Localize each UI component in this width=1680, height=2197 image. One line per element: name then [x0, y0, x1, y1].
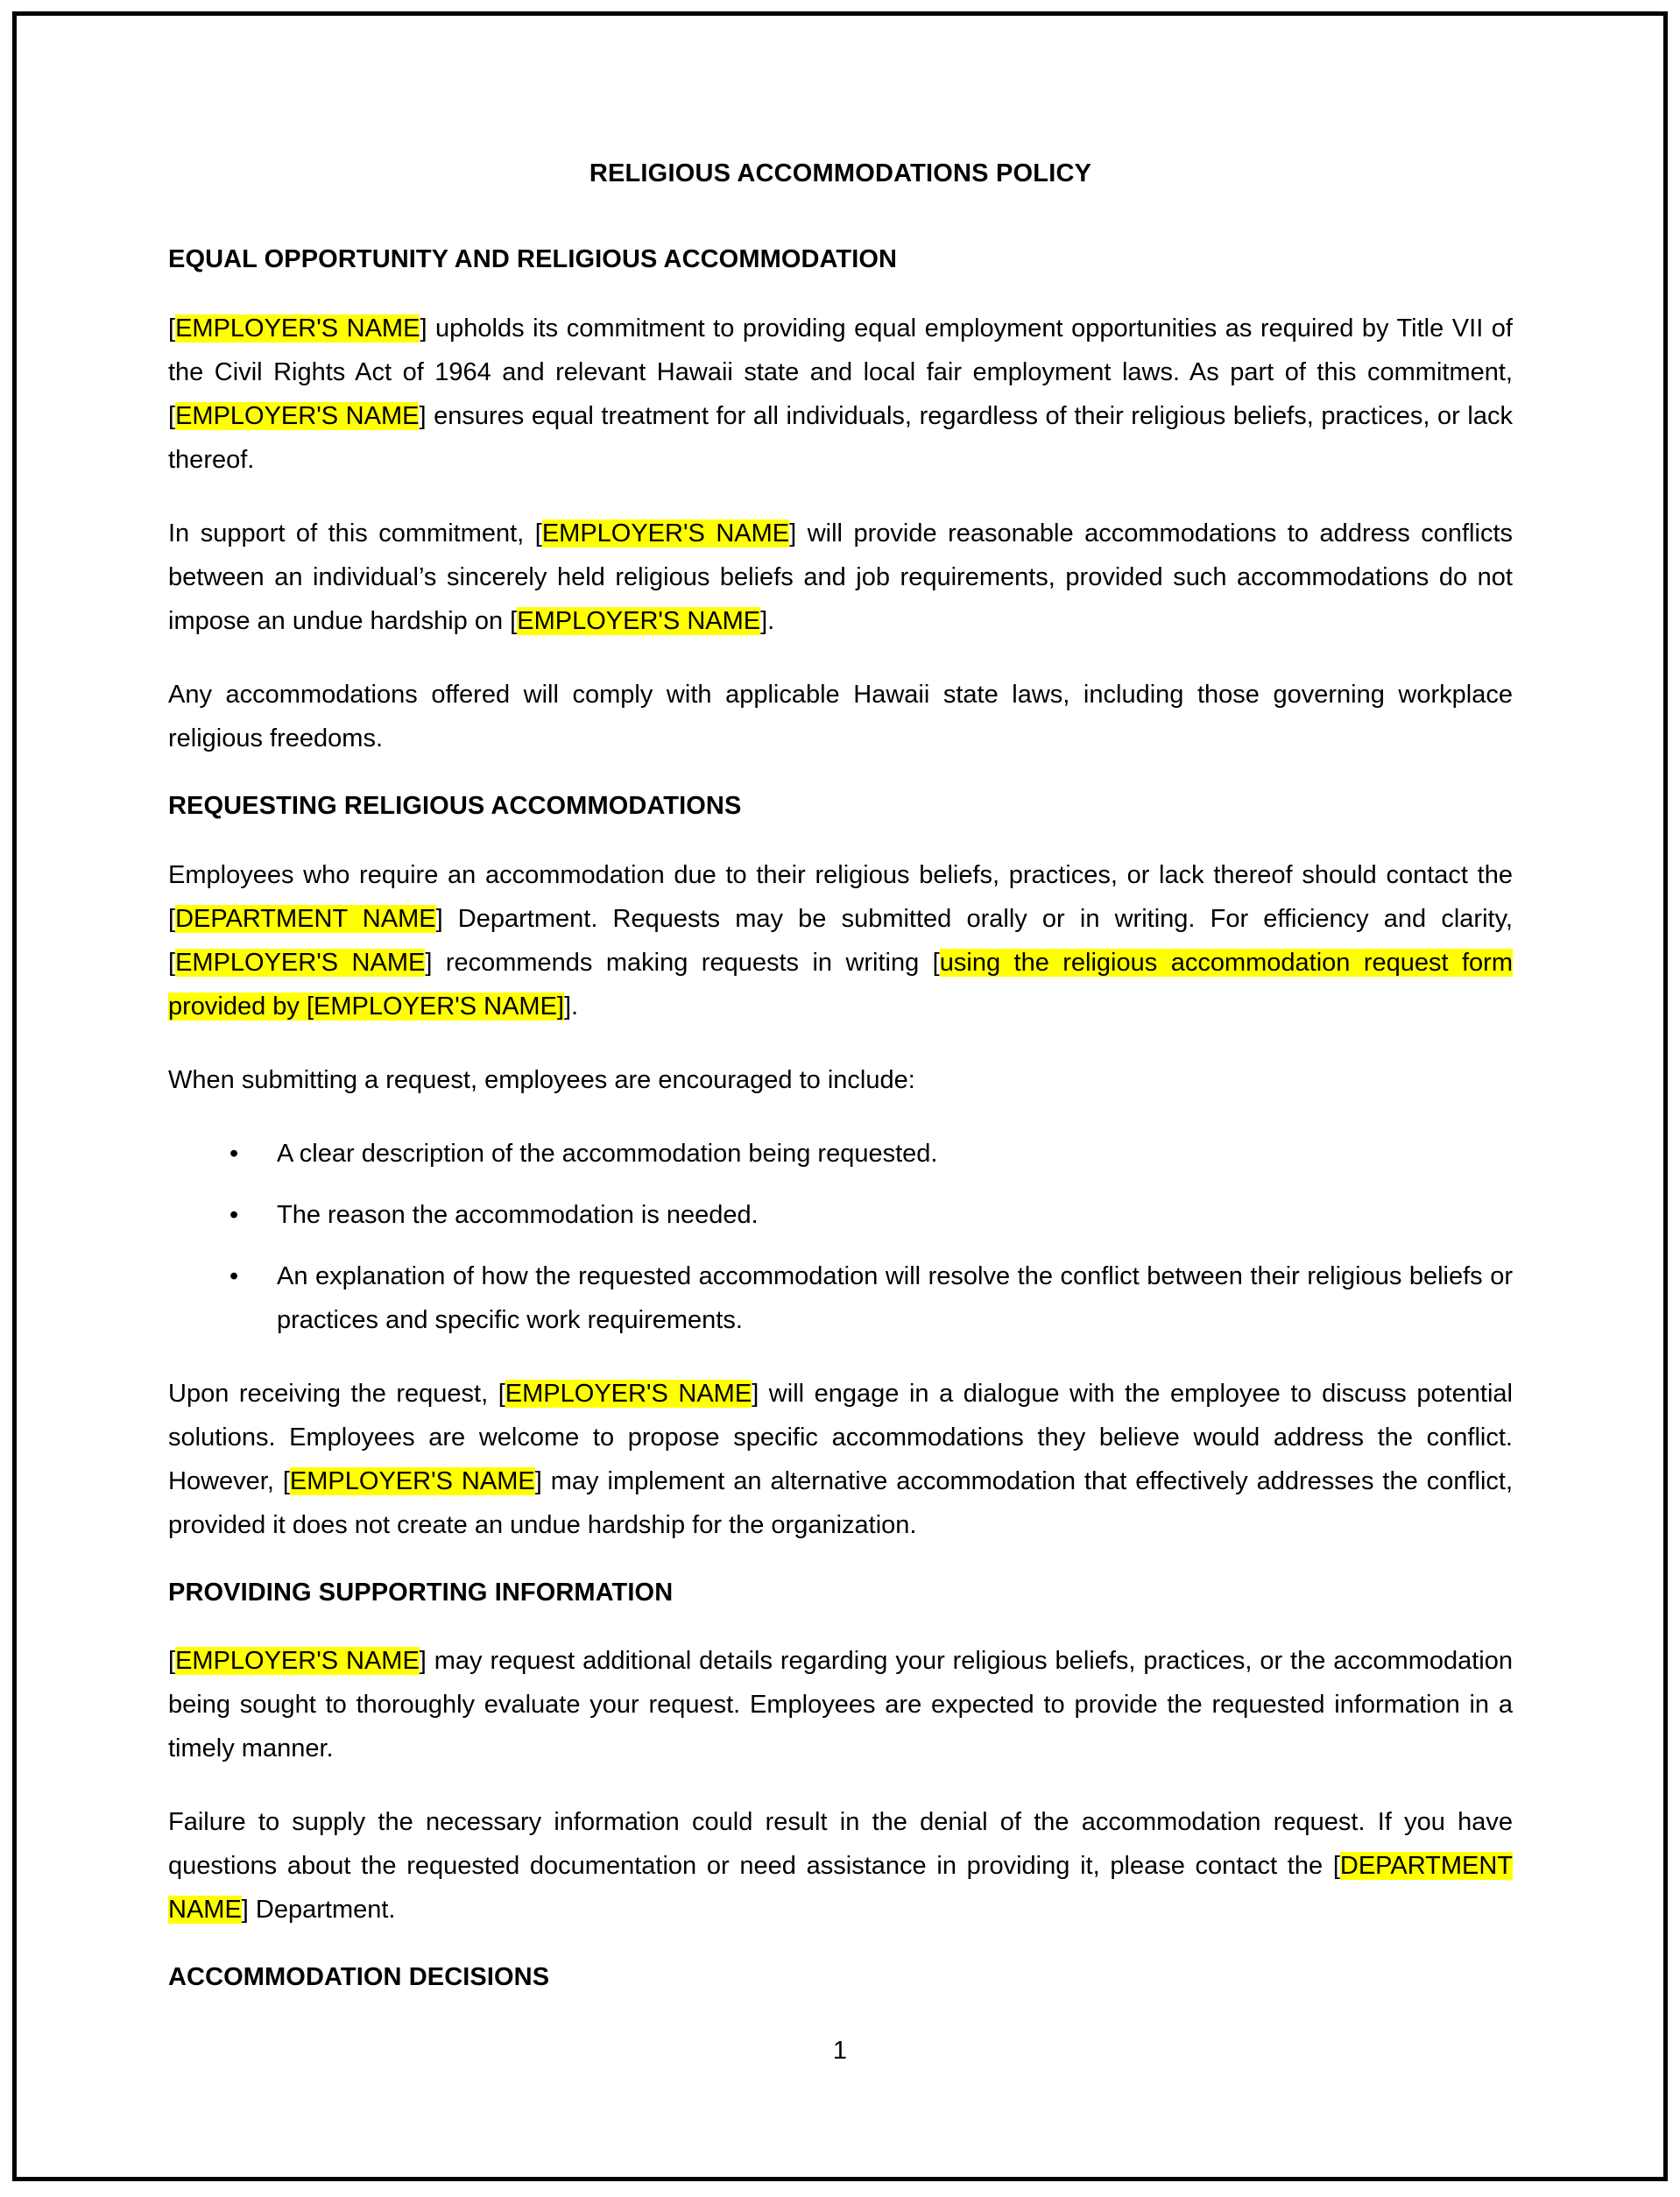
text-run: Upon receiving the request, [ [168, 1379, 505, 1408]
requirements-bullet-list [168, 1132, 1513, 1342]
paragraph [168, 1800, 1513, 1932]
section-heading-accommodation-decisions: ACCOMMODATION DECISIONS [168, 1963, 550, 1992]
highlighted-placeholder: EMPLOYER'S NAME [175, 1647, 420, 1676]
text-run: ] ensures equal treatment for all individuals, regardless of their religious beliefs, practices, or lack thereof. [168, 401, 1513, 474]
text-run: [ [168, 1647, 176, 1676]
highlighted-placeholder: EMPLOYER'S NAME [289, 1466, 535, 1495]
text-run: ] will engage in a dialogue with the employee to discuss potential solutions. Employees are welcome to propose specific accommodations they believe would address the conflict. However, [ [168, 1379, 1513, 1495]
section-heading-providing-supporting-information: PROVIDING SUPPORTING INFORMATION [168, 1578, 674, 1607]
paragraph [168, 853, 1513, 1028]
text-run: Failure to supply the necessary information could result in the denial of the accommodation request. If you have questions about the requested documentation or need assistance in providing it, please contact the [ [168, 1808, 1513, 1881]
page-title: RELIGIOUS ACCOMMODATIONS POLICY [589, 159, 1092, 187]
text-run: ] Department. [241, 1896, 396, 1925]
bullet-icon: • [229, 1200, 239, 1229]
highlighted-placeholder: DEPARTMENT NAME [175, 904, 436, 933]
text-run: In support of this commitment, [ [168, 519, 542, 547]
document-body [168, 158, 1513, 2024]
bullet-icon: • [229, 1139, 239, 1168]
text-run: [ [168, 314, 176, 343]
page-number: 1 [832, 2037, 848, 2065]
paragraph [168, 673, 1513, 760]
text-run: ] may implement an alternative accommodation that effectively addresses the conflict, provided it does not create an undue hardship for the organization. [168, 1466, 1514, 1539]
paragraph [168, 1372, 1513, 1547]
text-run: ] Department. Requests may be submitted orally or in writing. For efficiency and clarity, [ [168, 904, 1513, 977]
text-run: ]. [563, 992, 579, 1021]
highlighted-placeholder: EMPLOYER'S NAME [505, 1379, 752, 1408]
text-run: ]. [760, 606, 775, 635]
paragraph [168, 1058, 1513, 1102]
text-run: Any accommodations offered will comply with applicable Hawaii state laws, including those governing workplace religious freedoms. [168, 680, 1513, 752]
list-item-label: An explanation of how the requested accommodation will resolve the conflict between their religious beliefs or practices and specific work requirements. [277, 1261, 1513, 1334]
highlighted-placeholder: EMPLOYER'S NAME [517, 606, 761, 635]
text-run: ] upholds its commitment to providing equal employment opportunities as required by Title VII of the Civil Rights Act of 1964 and relevant Hawaii state and local fair employment laws. As part of this commitment, [ [168, 314, 1513, 430]
section-heading-requesting-accommodations: REQUESTING RELIGIOUS ACCOMMODATIONS [168, 791, 742, 820]
list-item [168, 1254, 1513, 1342]
paragraph [168, 1639, 1513, 1770]
section-heading-equal-opportunity: EQUAL OPPORTUNITY AND RELIGIOUS ACCOMMODATION [168, 245, 898, 274]
text-run: ] may request additional details regarding your religious beliefs, practices, or the accommodation being sought to thoroughly evaluate your request. Employees are expected to provide the requested information in a timely manner. [168, 1647, 1513, 1763]
text-run: ] recommends making requests in writing [ [425, 948, 940, 977]
text-run: ] will provide reasonable accommodations to address conflicts between an individual’s sincerely held religious beliefs and job requirements, provided such accommodations do not impose an undue hardship on [ [168, 519, 1513, 635]
paragraph [168, 512, 1513, 643]
highlighted-placeholder: using the religious accommodation request form provided by [EMPLOYER'S NAME] [168, 948, 1514, 1021]
paragraph [168, 307, 1513, 482]
text-run: Employees who require an accommodation due to their religious beliefs, practices, or lack thereof should contact the [ [168, 860, 1513, 933]
highlighted-placeholder: EMPLOYER'S NAME [175, 401, 420, 430]
list-item [168, 1132, 1513, 1176]
highlighted-placeholder: EMPLOYER'S NAME [175, 948, 426, 977]
list-item-label: A clear description of the accommodation being requested. [277, 1139, 938, 1168]
bullet-icon: • [229, 1261, 239, 1290]
list-item [168, 1193, 1513, 1237]
highlighted-placeholder: EMPLOYER'S NAME [541, 519, 790, 547]
text-run: When submitting a request, employees are encouraged to include: [168, 1065, 915, 1094]
highlighted-placeholder: EMPLOYER'S NAME [175, 314, 420, 343]
list-item-label: The reason the accommodation is needed. [277, 1200, 759, 1229]
highlighted-placeholder: DEPARTMENT NAME [168, 1852, 1513, 1925]
